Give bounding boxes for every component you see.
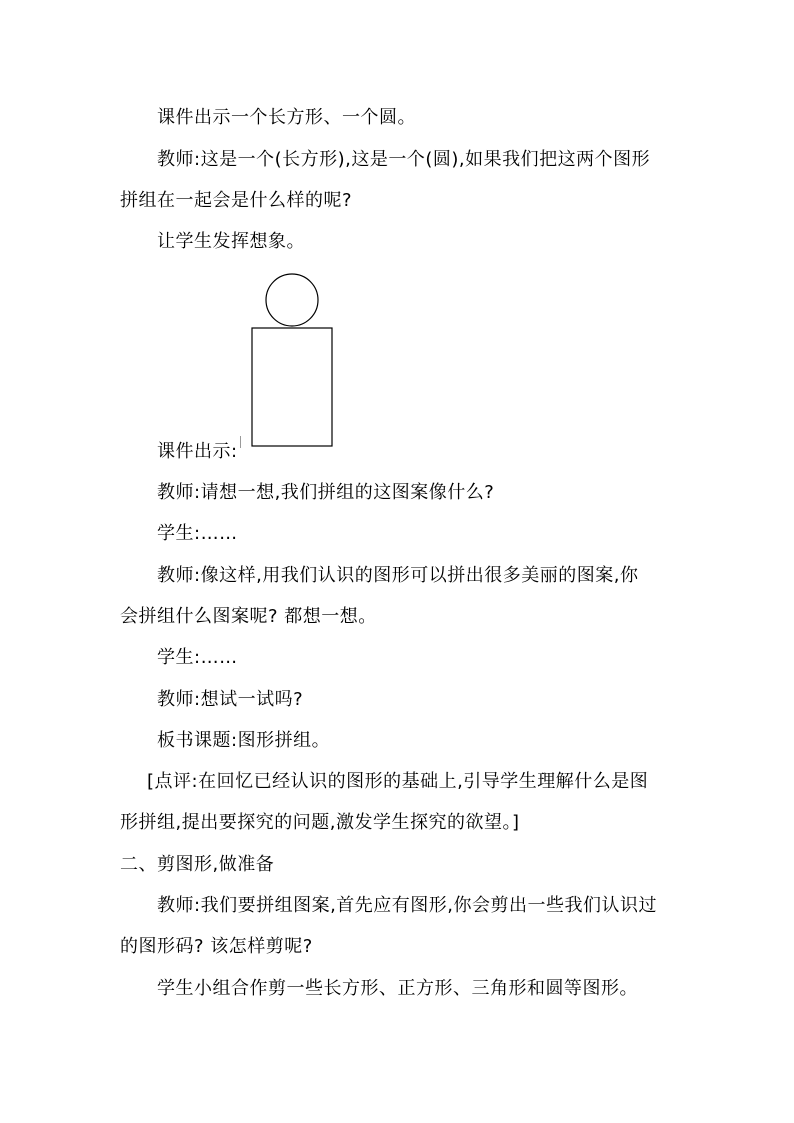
- circle-shape: [266, 274, 318, 326]
- paragraph-line: 课件出示一个长方形、一个圆。: [157, 107, 416, 128]
- paragraph-line: 教师:我们要拼组图案,首先应有图形,你会剪出一些我们认识过: [157, 895, 658, 916]
- paragraph-line: 教师:请想一想,我们拼组的这图案像什么?: [157, 482, 495, 503]
- paragraph-line: 会拼组什么图案呢? 都想一想。: [120, 606, 377, 627]
- paragraph-line: 课件出示:: [157, 441, 238, 462]
- paragraph-line: 学生:……: [157, 523, 238, 544]
- paragraph-line: 让学生发挥想象。: [157, 231, 305, 252]
- paragraph-line: 教师:这是一个(长方形),这是一个(圆),如果我们把这两个图形: [157, 149, 651, 170]
- paragraph-line: 学生:……: [157, 647, 238, 668]
- rectangle-shape: [252, 328, 332, 446]
- paragraph-line: 拼组在一起会是什么样的呢?: [120, 190, 353, 211]
- section-heading: 二、剪图形,做准备: [120, 854, 275, 875]
- paragraph-line: 教师:想试一试吗?: [157, 689, 304, 710]
- comment-line: [点评:在回忆已经认识的图形的基础上,引导学生理解什么是图: [147, 771, 649, 792]
- comment-line: 形拼组,提出要探究的问题,激发学生探究的欲望。]: [120, 812, 520, 833]
- paragraph-line: 板书课题:图形拼组。: [157, 730, 331, 751]
- paragraph-line: 的图形码? 该怎样剪呢?: [120, 936, 313, 957]
- circle-on-rectangle-figure: [240, 272, 340, 452]
- paragraph-line: 学生小组合作剪一些长方形、正方形、三角形和圆等图形。: [157, 978, 638, 999]
- paragraph-line: 教师:像这样,用我们认识的图形可以拼出很多美丽的图案,你: [157, 565, 639, 586]
